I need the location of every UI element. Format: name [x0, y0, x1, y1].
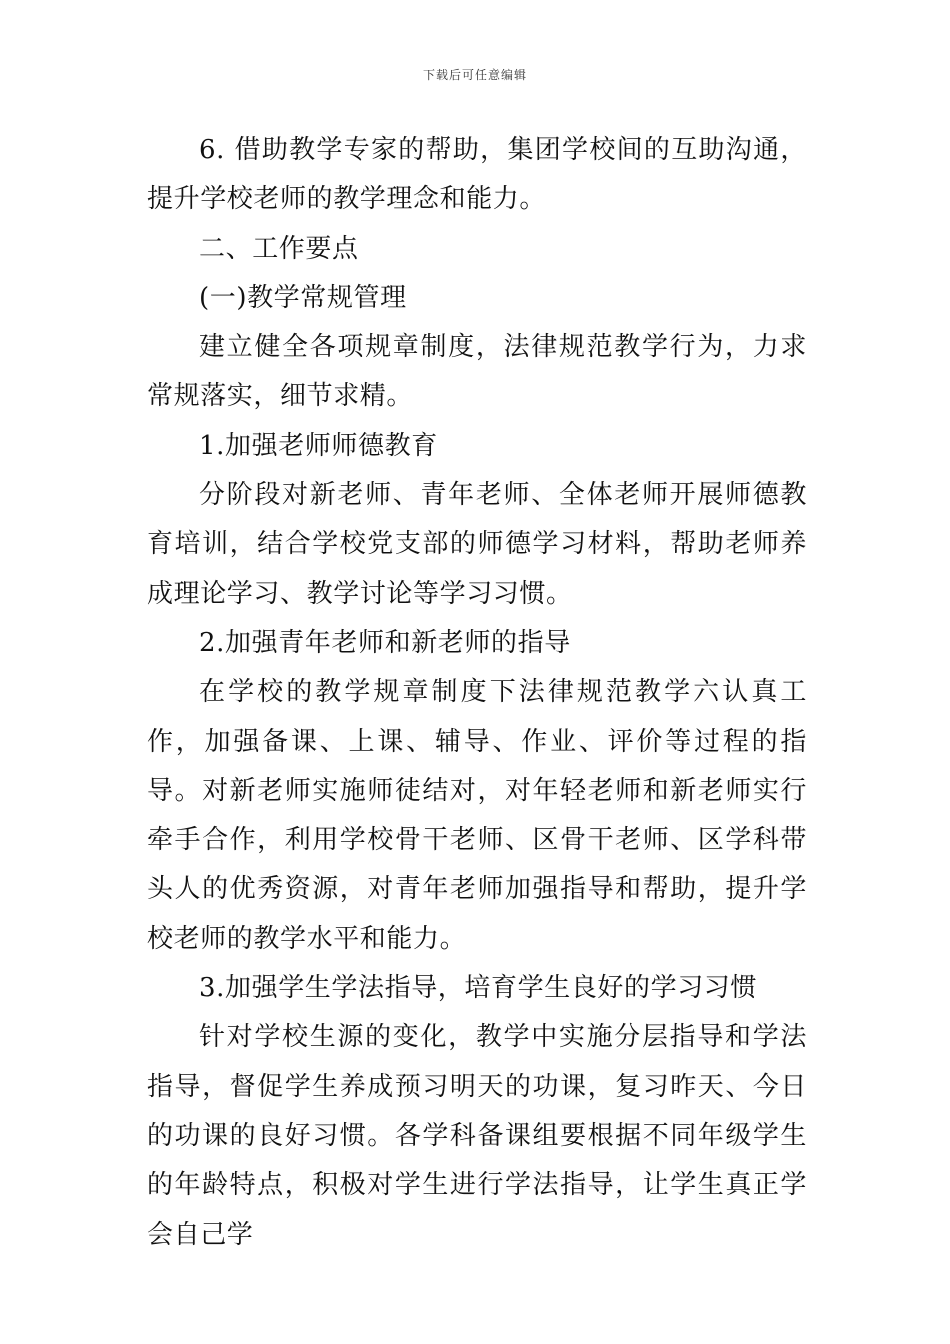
subsection-heading-routine-management: (一)教学常规管理	[199, 282, 407, 313]
paragraph-teacher-guidance: 在学校的教学规章制度下法律规范教学六认真工作，加强备课、上课、辅导、作业、评价等过程的指导。对新老师实施师徒结对，对年轻老师和新老师实行牵手合作，利用学校骨干老师、区骨干老师、区学科带头人的优秀资源，对青年老师加强指导和帮助，提升学校老师的教学水平和能力。	[147, 677, 807, 954]
paragraph-item-6: 6. 借助教学专家的帮助，集团学校间的互助沟通，提升学校老师的教学理念和能力。	[147, 135, 807, 215]
item-heading-3: 3.加强学生学法指导，培育学生良好的学习习惯	[199, 973, 758, 1004]
paragraph-study-habits: 针对学校生源的变化，教学中实施分层指导和学法指导，督促学生养成预习明天的功课，复习昨天、今日的功课的良好习惯。各学科备课组要根据不同年级学生的年龄特点，积极对学生进行学法指导，让学生真正学会自己学	[147, 1022, 807, 1250]
header-note: 下载后可任意编辑	[422, 68, 527, 82]
paragraph-rules: 建立健全各项规章制度，法律规范教学行为，力求常规落实，细节求精。	[147, 332, 807, 412]
section-heading-work-points: 二、工作要点	[199, 233, 359, 264]
paragraph-ethics-training: 分阶段对新老师、青年老师、全体老师开展师德教育培训，结合学校党支部的师德学习材料，帮助老师养成理论学习、教学讨论等学习习惯。	[147, 480, 807, 609]
item-heading-2: 2.加强青年老师和新老师的指导	[199, 627, 571, 658]
item-heading-1: 1.加强老师师德教育	[199, 430, 438, 461]
document-body	[147, 126, 807, 1260]
